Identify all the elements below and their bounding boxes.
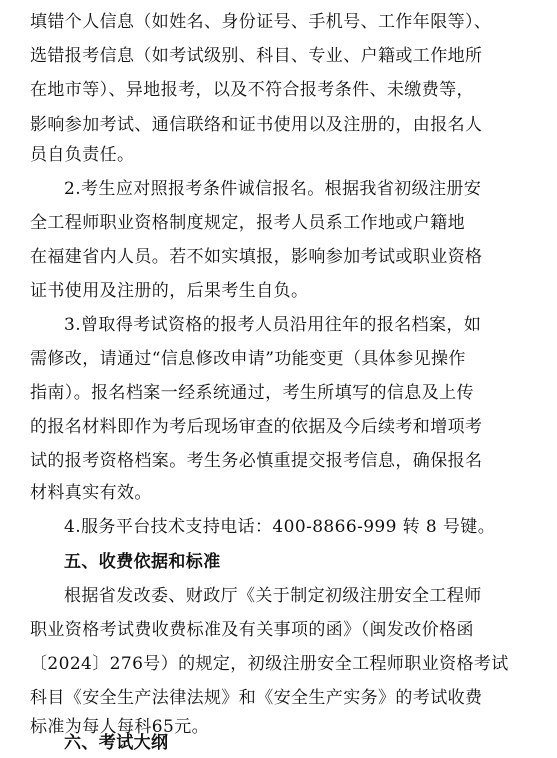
text-line: 〔2024〕276号）的规定，初级注册安全工程师职业资格考试 (30, 654, 509, 674)
text-line: 材料真实有效。 (30, 483, 152, 503)
text-line: 科目《安全生产法律法规》和《安全生产实务》的考试收费 (30, 688, 483, 708)
text-line: 职业资格考试费收费标准及有关事项的函》（闽发改价格函 (30, 620, 474, 640)
text-line: 在地市等）、异地报考，以及不符合报考条件、未缴费等， (30, 80, 474, 100)
text-line: 填错个人信息（如姓名、身份证号、手机号、工作年限等）、 (30, 12, 492, 32)
paragraph-3-start: 3.曾取得考试资格的报考人员沿用往年的报名档案，如 (64, 315, 482, 335)
section-heading-syllabus: 六、考试大纲 (64, 733, 169, 753)
text-line: 指南）。报名档案一经系统通过，考生所填写的信息及上传 (30, 383, 474, 403)
section-heading-fees: 五、收费依据和标准 (64, 552, 221, 572)
paragraph-2-start: 2.考生应对照报考条件诚信报名。根据我省初级注册安 (64, 179, 482, 199)
text-line: 选错报考信息（如考试级别、科目、专业、户籍或工作地所 (30, 46, 483, 66)
support-phone-line: 4.服务平台技术支持电话：400-8866-999 转 8 号键。 (64, 517, 496, 537)
text-line: 员自负责任。 (30, 145, 135, 165)
text-line: 在福建省内人员。若不如实填报，影响参加考试或职业资格 (30, 247, 483, 267)
text-line: 影响参加考试、通信联络和证书使用以及注册的，由报名人 (30, 115, 483, 135)
text-line: 的报名材料即作为考后现场审查的依据及今后续考和增项考 (30, 417, 483, 437)
text-line: 需修改，请通过“信息修改申请”功能变更（具体参见操作 (30, 349, 466, 369)
text-line: 标准为每人每科65元。 (30, 717, 210, 737)
text-line: 证书使用及注册的，后果考生自负。 (30, 281, 309, 301)
text-line: 试的报考资格档案。考生务必慎重提交报考信息，确保报名 (30, 451, 483, 471)
paragraph-fees-start: 根据省发改委、财政厅《关于制定初级注册安全工程师 (64, 586, 482, 606)
text-line: 全工程师职业资格制度规定，报考人员系工作地或户籍地 (30, 213, 465, 233)
